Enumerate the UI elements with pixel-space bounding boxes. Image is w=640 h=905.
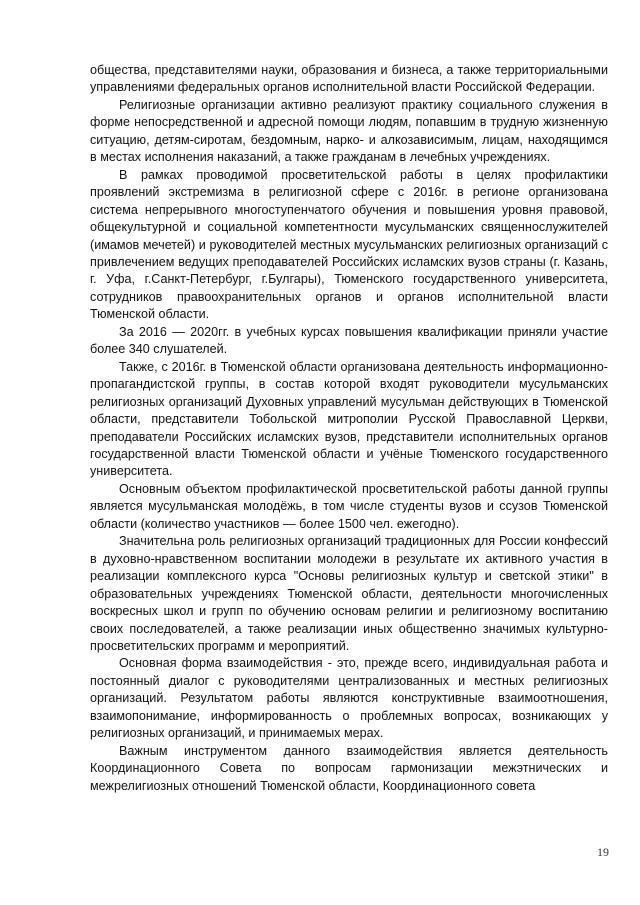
body-text (90, 62, 608, 795)
page-number: 19 (597, 845, 609, 859)
paragraph-extremism-prevention: В рамках проводимой просветительской работы в целях профилактики проявлений экстремизма в религиозной сфере с 2016г. в регионе организована система непрерывного многоступенчатого обучения и повышения уровня правовой, общекультурной и социальной компетентности мусульманских священнослужителей (имамов мечетей) и руководителей местных мусульманских религиозных организаций с привлечением ведущих преподавателей Российских исламских вузов страны (г. Казань, г. Уфа, г.Санкт-Петербург, г.Булгары), Тюменского государственного университета, сотрудников правоохранительных органов и органов исполнительной власти Тюменской области. (90, 167, 608, 322)
paragraph-moral-education: Значительна роль религиозных организаций традиционных для России конфессий в духовно-нравственном воспитании молодежи в результате их активного участия в реализации комплексного курса "Основы религиозных культур и светской этики" в образовательных учреждениях Тюменской области, деятельности многочисленных воскресных школ и групп по обучению основам религии и религиозному воспитанию своих последователей, а также реализации иных общественно значимых культурно-просветительских программ и мероприятий. (90, 534, 608, 653)
paragraph-target-youth: Основным объектом профилактической просветительской работы данной группы является мусульманская молодёжь, в том числе студенты вузов и ссузов Тюменской области (количество участников — более 1500 чел. ежегодно). (90, 481, 608, 531)
paragraph-course-participants: За 2016 — 2020гг. в учебных курсах повышения квалификации приняли участие более 340 слушателей. (90, 324, 608, 357)
paragraph-social-service: Религиозные организации активно реализуют практику социального служения в форме непосредственной и адресной помощи людям, попавшим в трудную жизненную ситуацию, детям-сиротам, бездомным, нарко- и алкозависимым, лицам, находящимся в местах исполнения наказаний, а также гражданам в лечебных учреждениях. (90, 97, 608, 165)
paragraph-coordination-council: Важным инструментом данного взаимодействия является деятельность Координационного Совета по вопросам гармонизации межэтнических и межрелигиозных отношений Тюменской области, Координационного совета (90, 743, 608, 793)
paragraph-info-group: Также, с 2016г. в Тюменской области организована деятельность информационно-пропагандистской группы, в состав которой входят руководители мусульманских религиозных организаций Духовных управлений мусульман действующих в Тюменской области, представители Тобольской митрополии Русской Православной Церкви, преподаватели Российских исламских вузов, представители исполнительных органов государственной власти Тюменской области и учёные Тюменского государственного университета. (90, 359, 608, 479)
paragraph-interaction-form: Основная форма взаимодействия - это, прежде всего, индивидуальная работа и постоянный диалог с руководителями централизованных и местных религиозных организаций. Результатом работы являются конструктивные взаимоотношения, взаимопонимание, информированность о проблемных вопросах, возникающих у религиозных организаций, и принимаемых мерах. (90, 656, 608, 741)
paragraph-continuation: общества, представителями науки, образования и бизнеса, а также территориальными управлениями федеральных органов исполнительной власти Российской Федерации. (90, 63, 608, 95)
